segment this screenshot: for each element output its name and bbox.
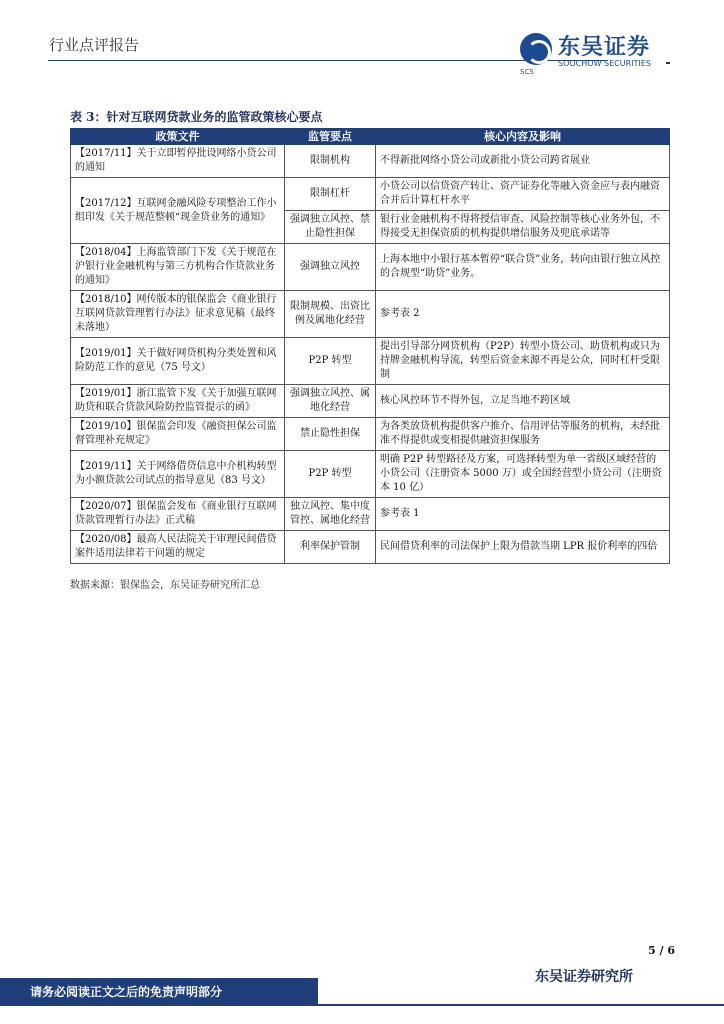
cell-core-content: 参考表 1	[376, 498, 670, 531]
table-row	[71, 178, 670, 211]
cell-core-content: 提出引导部分网贷机构（P2P）转型小贷公司、助贷机构或只为持牌金融机构导流，转型后资金来源不再是公众，同时杠杆受限制	[376, 338, 670, 385]
cell-policy-doc: 【2019/01】关于做好网贷机构分类处置和风险防范工作的意见（75 号文）	[71, 338, 285, 385]
cell-core-content: 核心风控环节不得外包，立足当地不跨区域	[376, 385, 670, 418]
cell-regulatory-point: 强调独立风控、禁止隐性担保	[285, 211, 376, 244]
cell-policy-doc: 【2019/01】浙江监管下发《关于加强互联网助贷和联合贷款风险防控监管提示的函》	[71, 385, 285, 418]
company-logo	[520, 30, 651, 76]
cell-regulatory-point: 限制机构	[285, 145, 376, 178]
table-row	[71, 451, 670, 498]
header-core-content: 核心内容及影响	[376, 129, 670, 145]
cell-policy-doc: 【2017/12】互联网金融风险专项整治工作小组印发《关于规范整顿“现金贷业务的通知》	[71, 178, 285, 244]
footer-divider	[318, 1004, 724, 1006]
cell-policy-doc: 【2019/10】银保监会印发《融资担保公司监督管理补充规定》	[71, 418, 285, 451]
logo-icon	[520, 33, 552, 65]
cell-regulatory-point: P2P 转型	[285, 338, 376, 385]
logo-abbr: SCS	[520, 68, 534, 76]
policy-table	[70, 128, 670, 564]
table-row	[71, 498, 670, 531]
cell-policy-doc: 【2018/10】网传版本的银保监会《商业银行互联网贷款管理暂行办法》征求意见稿（最终未落地）	[71, 291, 285, 338]
header-mark	[666, 62, 670, 64]
page-number: 5 / 6	[648, 944, 675, 957]
cell-regulatory-point: 禁止隐性担保	[285, 418, 376, 451]
table-row	[71, 385, 670, 418]
logo-name-cn: 东吴证券	[558, 35, 651, 60]
table-row	[71, 531, 670, 564]
cell-regulatory-point: 限制杠杆	[285, 178, 376, 211]
cell-regulatory-point: 限制规模、出资比例及属地化经营	[285, 291, 376, 338]
table-row	[71, 338, 670, 385]
cell-core-content: 为各类放贷机构提供客户推介、信用评估等服务的机构，未经批准不得提供或变相提供融资担保服务	[376, 418, 670, 451]
disclaimer-banner: 请务必阅读正文之后的免责声明部分	[0, 978, 318, 1006]
cell-regulatory-point: 强调独立风控	[285, 244, 376, 291]
report-type-label: 行业点评报告	[49, 36, 140, 54]
cell-regulatory-point: 强调独立风控、属地化经营	[285, 385, 376, 418]
table-header-row	[71, 129, 670, 145]
cell-regulatory-point: 利率保护管制	[285, 531, 376, 564]
cell-core-content: 上海本地中小银行基本暂停“联合贷”业务，转向由银行独立风控的合规型“助贷”业务。	[376, 244, 670, 291]
table-row	[71, 145, 670, 178]
header-policy-doc: 政策文件	[71, 129, 285, 145]
cell-policy-doc: 【2020/08】最高人民法院关于审理民间借贷案件适用法律若干问题的规定	[71, 531, 285, 564]
cell-core-content: 不得新批网络小贷公司或新批小贷公司跨省展业	[376, 145, 670, 178]
cell-policy-doc: 【2019/11】关于网络借贷信息中介机构转型为小额贷款公司试点的指导意见（83 号文）	[71, 451, 285, 498]
cell-core-content: 小贷公司以信贷资产转让、资产证券化等融入资金应与表内融资合并后计算杠杆水平	[376, 178, 670, 211]
cell-regulatory-point: P2P 转型	[285, 451, 376, 498]
logo-name-en: SOOCHOW SECURITIES	[558, 59, 651, 68]
cell-regulatory-point: 独立风控、集中度管控、属地化经营	[285, 498, 376, 531]
table-row	[71, 291, 670, 338]
cell-policy-doc: 【2017/11】关于立即暂停批设网络小贷公司的通知	[71, 145, 285, 178]
cell-core-content: 民间借贷利率的司法保护上限为借款当期 LPR 报价利率的四倍	[376, 531, 670, 564]
institute-name: 东吴证券研究所	[535, 969, 633, 985]
cell-policy-doc: 【2020/07】银保监会发布《商业银行互联网贷款管理暂行办法》正式稿	[71, 498, 285, 531]
table-row	[71, 418, 670, 451]
table-row	[71, 244, 670, 291]
cell-core-content: 参考表 2	[376, 291, 670, 338]
cell-core-content: 明确 P2P 转型路径及方案，可选择转型为单一省级区域经营的小贷公司（注册资本 5000 万）或全国经营型小贷公司（注册资本 10 亿）	[376, 451, 670, 498]
cell-policy-doc: 【2018/04】上海监管部门下发《关于规范在沪银行业金融机构与第三方机构合作贷款业务的通知》	[71, 244, 285, 291]
table-title: 表 3：针对互联网贷款业务的监管政策核心要点	[70, 110, 323, 124]
header-regulatory-point: 监管要点	[285, 129, 376, 145]
data-source-note: 数据来源：银保监会，东吴证券研究所汇总	[70, 580, 260, 591]
cell-core-content: 银行业金融机构不得将授信审查、风险控制等核心业务外包，不得接受无担保资质的机构提供增信服务及兜底承诺等	[376, 211, 670, 244]
